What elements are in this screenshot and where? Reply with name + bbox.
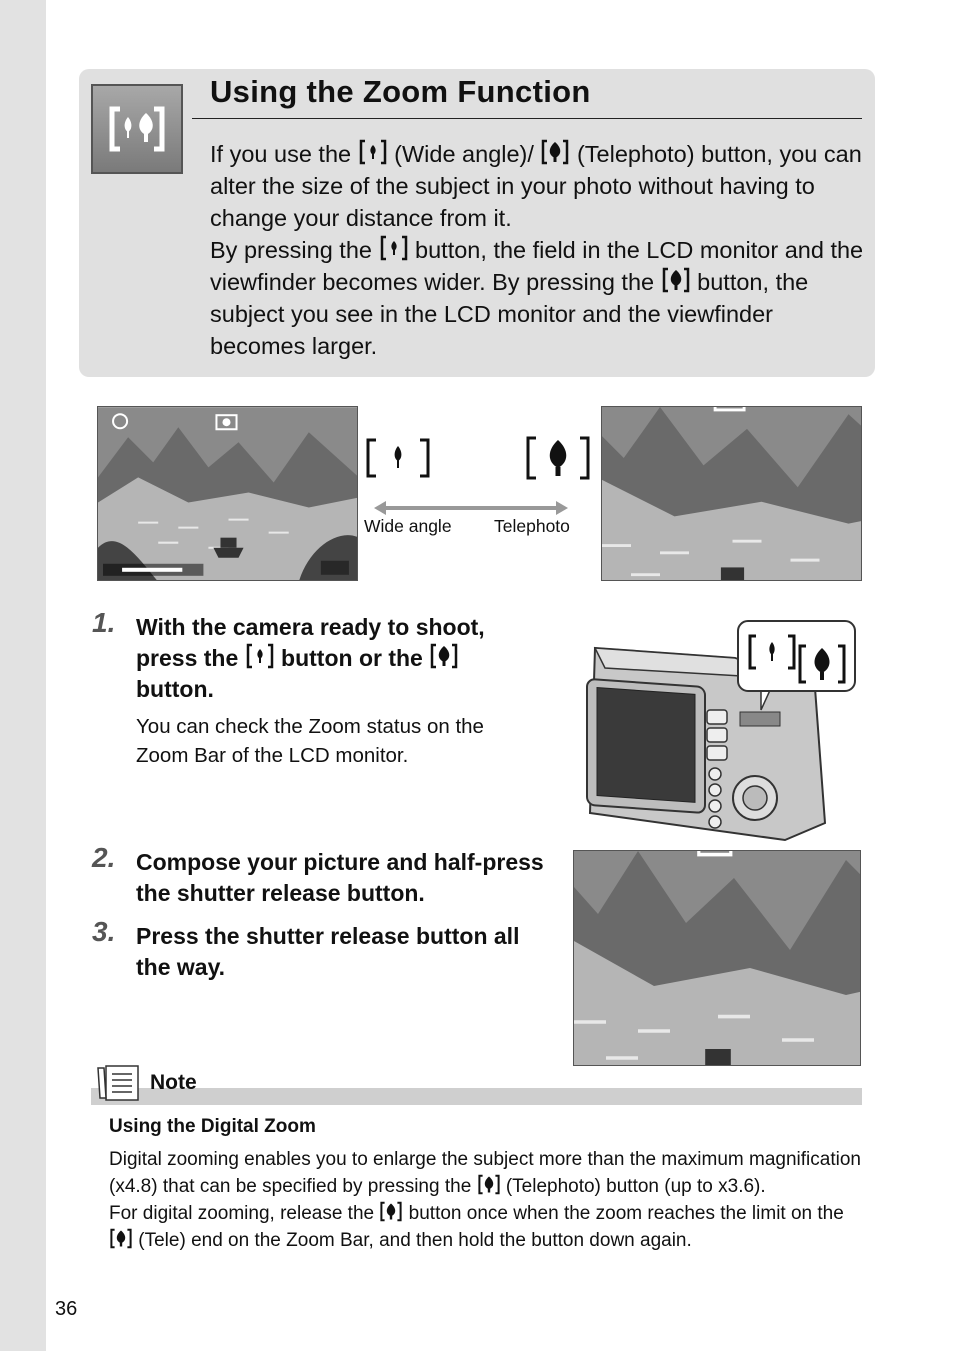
note-title: Using the Digital Zoom xyxy=(109,1116,316,1137)
telephoto-icon xyxy=(661,267,691,293)
telephoto-icon xyxy=(540,139,570,165)
page-number: 36 xyxy=(55,1298,78,1320)
note-body-4: button once when the zoom reaches the limit on the xyxy=(403,1203,844,1224)
wide-angle-screen xyxy=(97,406,358,581)
title-divider xyxy=(192,118,862,119)
shutter-release-screen xyxy=(573,850,861,1066)
zoom-icon xyxy=(91,84,183,174)
note-body-2: (Telephoto) button (up to x3.6). xyxy=(500,1176,766,1197)
intro-text-5: button, the field in the LCD monitor and the viewfinder becomes wider. By pressing the xyxy=(210,237,864,295)
step-1-number: 1. xyxy=(92,607,116,638)
wide-angle-icon xyxy=(245,643,275,669)
intro-text-3: (Telephoto) button, you can alter the size of the subject in your photo without having to change your distance from it. xyxy=(210,141,862,231)
telephoto-icon xyxy=(109,1228,133,1249)
note-body-1: Digital zooming enables you to enlarge the subject more than the maximum magnification (x4.8) that can be specified by pressing the xyxy=(109,1149,861,1197)
page-side-band xyxy=(0,0,46,1351)
wide-angle-icon xyxy=(358,139,388,165)
note-icon xyxy=(96,1064,142,1102)
telephoto-screen xyxy=(601,406,862,581)
note-body-5: (Tele) end on the Zoom Bar, and then hold the button down again. xyxy=(133,1230,692,1251)
telephoto-icon xyxy=(379,1201,403,1222)
intro-text-2: (Wide angle)/ xyxy=(387,141,541,167)
note-body-3: For digital zooming, release the xyxy=(109,1203,380,1224)
step-1-text xyxy=(136,612,536,705)
note-label: Note xyxy=(150,1071,197,1094)
step-1-text-b: button or the xyxy=(274,645,430,671)
step-1-text-a: With the camera ready to shoot, press the xyxy=(136,614,485,671)
telephoto-icon xyxy=(429,643,459,669)
page-title: Using the Zoom Function xyxy=(210,74,591,109)
wide-angle-caption: Wide angle xyxy=(364,516,452,536)
wide-angle-icon xyxy=(379,235,409,261)
note-bar xyxy=(91,1088,862,1105)
step-3-number: 3. xyxy=(92,916,116,947)
camera-illustration xyxy=(575,618,860,843)
step-1-text-c: button. xyxy=(136,676,214,702)
intro-text-6: button, the subject you see in the LCD monitor and the viewfinder becomes larger. xyxy=(210,269,809,359)
step-2-number: 2. xyxy=(92,842,116,873)
step-3-text: Press the shutter release button all the way. xyxy=(136,923,520,980)
telephoto-caption: Telephoto xyxy=(494,516,570,536)
intro-paragraph xyxy=(210,138,865,362)
step-2-text: Compose your picture and half-press the shutter release button. xyxy=(136,849,544,906)
step-1-sub: You can check the Zoom status on the Zoom Bar of the LCD monitor. xyxy=(136,715,484,767)
note-body xyxy=(109,1146,869,1254)
intro-text-4: By pressing the xyxy=(210,237,379,263)
intro-text-1: If you use the xyxy=(210,141,352,167)
telephoto-icon xyxy=(477,1174,501,1195)
